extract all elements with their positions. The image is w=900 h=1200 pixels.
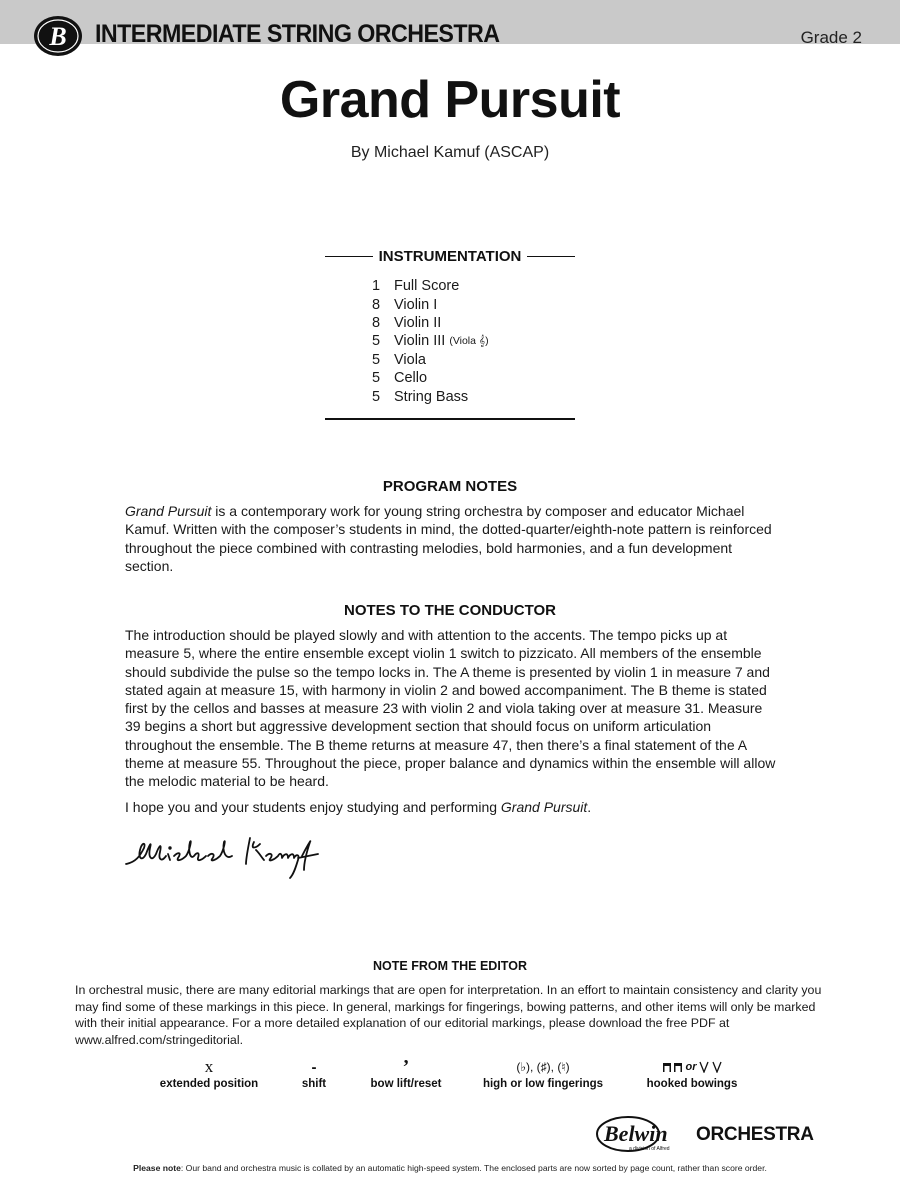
- instrument-qty: 5: [372, 351, 381, 368]
- series-logo: [32, 14, 84, 58]
- instrument-note: (Viola 𝄞): [449, 334, 489, 347]
- instrument-name: Viola: [394, 351, 426, 368]
- marking-symbol: ’: [402, 1055, 410, 1078]
- instrument-qty: 8: [372, 296, 381, 313]
- marking-label: high or low fingerings: [482, 1078, 604, 1090]
- instrument-row: [372, 369, 489, 387]
- marking-label: bow lift/reset: [370, 1078, 442, 1090]
- instrument-qty: 8: [372, 314, 381, 331]
- composer-byline: By Michael Kamuf (ASCAP): [350, 144, 550, 161]
- closing-before: I hope you and your students enjoy studying and performing: [125, 799, 501, 815]
- down-bow-icon: [662, 1061, 684, 1073]
- up-bow-icon: [699, 1061, 723, 1073]
- editor-note-heading: NOTE FROM THE EDITOR: [373, 959, 527, 973]
- instrumentation-heading: [325, 248, 575, 265]
- instrumentation-heading-label: INSTRUMENTATION: [378, 248, 522, 265]
- instrumentation-list: [372, 277, 489, 406]
- instrument-row: [372, 351, 489, 369]
- publisher-logo: [596, 1112, 828, 1156]
- instrument-name: Violin II: [394, 314, 442, 331]
- closing-after: .: [587, 799, 592, 815]
- instrument-name: Violin I: [394, 296, 438, 313]
- marking-shift: [285, 1058, 343, 1090]
- conductor-notes-heading: NOTES TO THE CONDUCTOR: [344, 602, 556, 619]
- or-text: or: [685, 1061, 697, 1073]
- instrument-qty: 5: [372, 333, 381, 350]
- marking-label: hooked bowings: [646, 1078, 738, 1090]
- composer-signature: [122, 826, 332, 882]
- instrument-name: Full Score: [394, 278, 460, 295]
- marking-bow-lift: [362, 1055, 450, 1090]
- publisher-line: ORCHESTRA: [696, 1124, 814, 1145]
- marking-symbol: (♭), (♯), (♮): [516, 1060, 570, 1074]
- closing-title: Grand Pursuit: [500, 799, 588, 815]
- instrument-name: String Bass: [394, 388, 469, 405]
- instrument-row: [372, 314, 489, 332]
- heading-rule-left: [325, 256, 373, 258]
- marking-label: extended position: [159, 1078, 259, 1090]
- editor-note-text: In orchestral music, there are many editorial markings that are open for interpretation. In an effort to maintain consistency and clarity you may find some of these markings in this piece. In general, markings for fingerings, bowing patterns, and other items will only be marked with their initial appearance. For a more detailed explanation of our editorial markings, please download the free PDF at www.alfred.com/stringeditorial.: [75, 983, 822, 1047]
- marking-label: shift: [301, 1078, 327, 1090]
- marking-hooked-bowings: [640, 1058, 744, 1090]
- series-title: INTERMEDIATE STRING ORCHESTRA: [95, 20, 500, 48]
- instrument-name: Cello: [394, 370, 428, 387]
- publisher-sub: a division of Alfred: [629, 1146, 670, 1152]
- instrument-row: [372, 295, 489, 313]
- conductor-notes-text: The introduction should be played slowly and with attention to the accents. The tempo picks up at measure 5, where the entire ensemble except violin 1 switch to pizzicato. All members of the ensemble should subdivide the pulse so the tempo locks in. The A theme is presented by violin 1 in measure 7 and stated again at measure 15, with harmony in violin 2 and bowed accompaniment. The B theme is stated first by the cellos and basses at measure 23 with violin 2 and viola taking over at measure 31. Measure 39 begins a short but aggressive development section that should focus on uniform articulation throughout the ensemble. The B theme returns at measure 47, then there’s a final statement of the A theme at measure 55. Throughout the piece, proper balance and dynamics within the ensemble will allow the melodic material to be heard.: [125, 627, 776, 790]
- marking-symbol: x: [204, 1057, 214, 1076]
- instrument-qty: 5: [372, 370, 381, 387]
- hooked-bowing-symbols: [640, 1058, 744, 1076]
- program-notes-title: Grand Pursuit: [125, 503, 212, 519]
- piece-title: Grand Pursuit: [279, 71, 621, 129]
- publisher-brand: Belwin: [604, 1121, 668, 1146]
- closing-sentence: [125, 798, 780, 816]
- program-notes-body: is a contemporary work for young string orchestra by composer and educator Michael Kamuf. Written with the composer’s students in mind, the dotted-quarter/eighth-note pattern is reinforced throughout the piece combined with contrasting melodies, bold harmonies, and a fun development section.: [125, 503, 772, 574]
- marking-fingerings: [478, 1058, 608, 1090]
- series-logo-letter: B: [49, 22, 67, 51]
- marking-extended-position: [150, 1058, 268, 1090]
- footer-note: [0, 1163, 900, 1173]
- instrument-name: Violin III: [394, 333, 446, 350]
- program-notes-text: [125, 502, 780, 575]
- program-notes-heading: PROGRAM NOTES: [382, 478, 518, 495]
- heading-rule-right: [527, 256, 575, 258]
- instrument-row: [372, 277, 489, 295]
- grade-label: Grade 2: [800, 28, 862, 47]
- instrumentation-bottom-rule: [325, 418, 575, 420]
- instrument-qty: 5: [372, 388, 381, 405]
- instrument-row: [372, 387, 489, 405]
- marking-symbol: -: [311, 1058, 317, 1076]
- footer-note-label: Please note: [133, 1163, 181, 1173]
- instrument-qty: 1: [372, 278, 381, 295]
- footer-note-text: : Our band and orchestra music is collated by an automatic high-speed system. The enclosed parts are now sorted by page count, rather than score order.: [180, 1163, 767, 1173]
- instrument-row: [372, 332, 489, 350]
